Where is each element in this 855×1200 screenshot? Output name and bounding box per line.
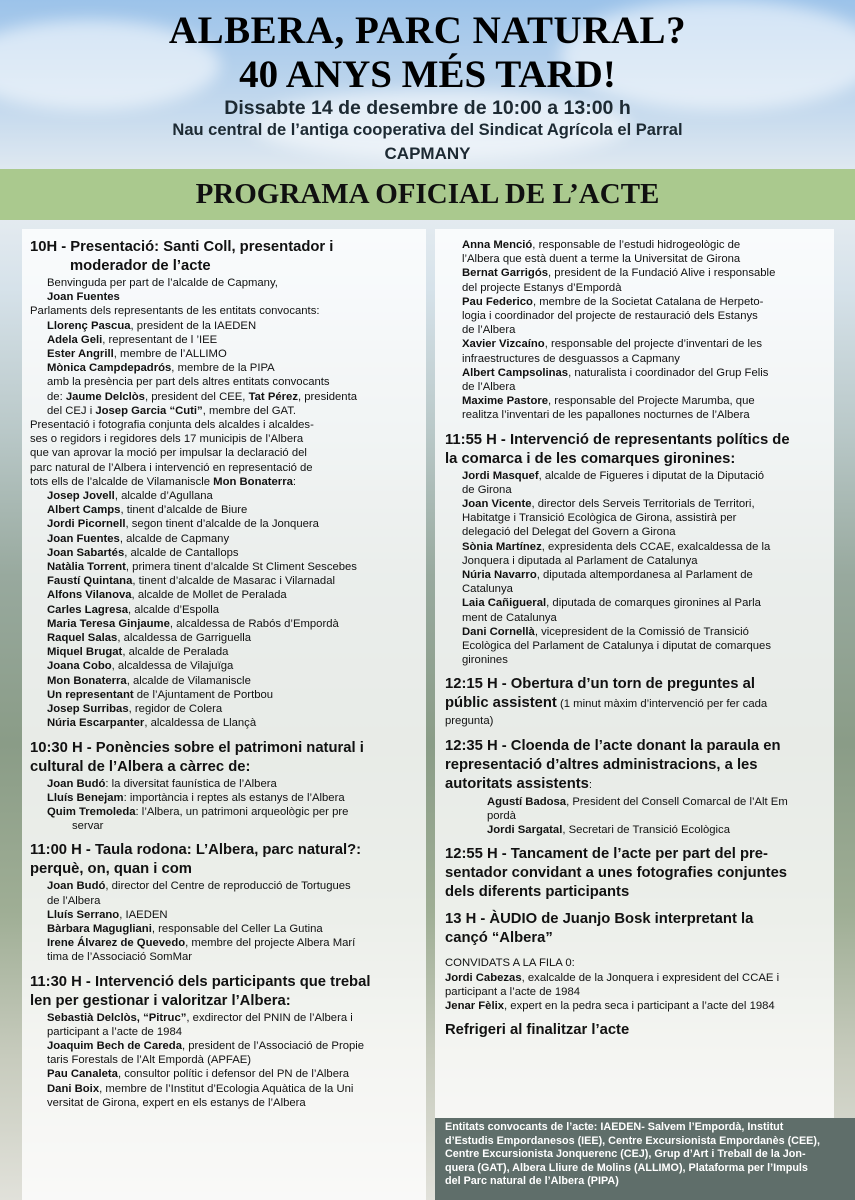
footer-line: quera (GAT), Albera Lliure de Molins (ALLIMO), Plataforma per l’Impuls [445, 1161, 808, 1174]
participant-entry [30, 1082, 422, 1096]
person-name: Jenar Fèlix [445, 999, 505, 1012]
heading-text: públic assistent [445, 695, 557, 712]
text: , expert en la pedra seca i participant a l’acte del 1984 [504, 999, 775, 1012]
right-column [445, 238, 831, 1040]
participant-entry [445, 469, 831, 483]
participant-entry [445, 596, 831, 610]
person-name: Joana Cobo [47, 660, 112, 673]
section-heading: 12:35 H - Cloenda de l’acte donant la paraula en [445, 737, 781, 754]
program-text: que van aprovar la moció per impulsar la declaració del [30, 447, 307, 460]
text: , president del CEE, [144, 390, 249, 403]
person-role: , alcaldessa de Vilajuïga [111, 660, 234, 673]
program-text [30, 390, 422, 404]
person-name: Maria Teresa Ginjaume [47, 617, 170, 630]
participant-entry [445, 266, 831, 280]
list-item [30, 645, 422, 659]
list-item [30, 702, 422, 716]
person-role: , representant de l ’IEE [102, 333, 218, 346]
heading-note: (1 minut màxim d’intervenció per fer cada [556, 698, 768, 711]
list-item [30, 603, 422, 617]
footer-line: Entitats convocants de l’acte: IAEDEN- Salvem l’Empordà, Institut [445, 1121, 784, 1133]
participant-entry: participant a l’acte de 1984 [47, 1025, 183, 1038]
person-role: , alcalde de Peralada [122, 646, 229, 659]
section-heading: la comarca i de les comarques gironines: [445, 450, 736, 467]
section-heading: 11:00 H - Taula rodona: L’Albera, parc natural?: [30, 842, 362, 859]
text: , exalcalde de la Jonquera i expresident del CCAE i [521, 971, 780, 984]
person-role: , tinent d’alcalde de Masarac i Vilarnadal [132, 575, 336, 588]
person-name: Albert Campsolinas [462, 366, 569, 379]
list-item [30, 674, 422, 688]
heading-note: : [588, 778, 593, 791]
participant-entry: de l’Albera [47, 894, 101, 907]
person-name: Mònica Campdepadrós [47, 362, 172, 375]
text: , president de l’Associació de Propie [181, 1039, 365, 1052]
person-name: Mon Bonaterra [213, 475, 293, 488]
text: , membre del GAT. [202, 404, 297, 417]
participant-entry: Habitatge i Transició Ecològica de Girona, assistirà per [462, 512, 737, 525]
participant-entry [445, 568, 831, 582]
text: , membre de la Societat Catalana de Herpeto- [532, 295, 764, 308]
participant-entry: delegació del Delegat del Govern a Girona [462, 526, 676, 539]
list-item [30, 546, 422, 560]
person-name: Jordi Cabezas [445, 971, 522, 984]
program-text: ses o regidors i regidores dels 17 municipis de l’Albera [30, 433, 304, 446]
participant-entry [445, 795, 831, 809]
person-role: , membre de la PIPA [171, 362, 275, 375]
list-item [30, 617, 422, 631]
section-heading: dels diferents participants [445, 884, 630, 901]
list-item [30, 319, 422, 333]
person-name: Agustí Badosa [487, 795, 567, 808]
text: , President del Consell Comarcal de l’Alt Em [566, 795, 788, 808]
left-column [30, 238, 422, 1110]
person-name: Miquel Brugat [47, 646, 123, 659]
text: , membre del projecte Albera Marí [185, 937, 356, 950]
welcome-line [30, 290, 422, 304]
person-role: , alcaldessa de Rabós d’Empordà [169, 617, 339, 630]
participant-entry [445, 366, 831, 380]
participant-entry [445, 497, 831, 511]
person-role: de l’Ajuntament de Portbou [133, 688, 274, 701]
text: , director del Centre de reproducció de Tortugues [105, 880, 351, 893]
person-name: Pau Federico [462, 295, 533, 308]
person-name: Raquel Salas [47, 632, 118, 645]
organizers-footer [435, 1118, 855, 1200]
text: , responsable del Projecte Marumba, que [548, 395, 755, 408]
person-role: , alcalde d’Agullana [114, 490, 213, 503]
person-name: Joan Sabartés [47, 546, 125, 559]
person-role: , president de la IAEDEN [130, 319, 257, 332]
text: , alcalde de Figueres i diputat de la Diputació [538, 469, 765, 482]
person-role: , alcalde de Mollet de Peralada [131, 589, 287, 602]
person-name: Alfons Vilanova [47, 589, 132, 602]
participant-entry [445, 823, 831, 837]
participant-entry [30, 1067, 422, 1081]
person-name: Joan Budó [47, 777, 106, 790]
section-heading: 13 H - ÀUDIO de Juanjo Bosk interpretant la [445, 911, 754, 928]
person-role: , alcaldessa de Garriguella [117, 632, 252, 645]
participant-entry: de l’Albera [462, 324, 516, 337]
list-item [30, 631, 422, 645]
program-banner: PROGRAMA OFICIAL DE L’ACTE [0, 169, 855, 220]
footer-line: d’Estudis Empordanesos (IEE), Centre Excursionista Empordanès (CEE), [445, 1134, 820, 1147]
participant-entry: del projecte Estanys d’Empordà [462, 281, 622, 294]
text: : [292, 475, 297, 488]
poster-title-line-1: ALBERA, PARC NATURAL? [168, 9, 687, 52]
program-text: pregunta) [445, 715, 494, 728]
person-role: , alcalde de Vilamaniscle [126, 674, 251, 687]
person-name: Adela Geli [47, 333, 103, 346]
section-heading [445, 694, 831, 714]
list-item [30, 517, 422, 531]
person-name: Núria Navarro [462, 569, 537, 582]
participant-entry [445, 238, 831, 252]
person-name: Carles Lagresa [47, 603, 129, 616]
text: , naturalista i coordinador del Grup Felis [568, 366, 769, 379]
participant-entry: taris Forestals de l’Alt Empordà (APFAE) [47, 1054, 252, 1067]
program-text: servar [72, 820, 104, 833]
person-name: Un representant [47, 688, 134, 701]
event-date: Dissabte 14 de desembre de 10:00 a 13:00 h [224, 97, 631, 119]
person-name: Natàlia Torrent [47, 561, 126, 574]
list-item [30, 791, 422, 805]
person-name: Joaquim Bech de Careda [47, 1039, 182, 1052]
program-text: parc natural de l’Albera i intervenció en representació de [30, 461, 313, 474]
section-heading: len per gestionar i valoritzar l’Albera: [30, 992, 291, 1009]
list-item [30, 805, 422, 819]
participant-entry [445, 394, 831, 408]
section-heading: cultural de l’Albera a càrrec de: [30, 758, 251, 775]
program-text: Presentació i fotografia conjunta dels alcaldes i alcaldes- [30, 419, 314, 432]
guests-label: CONVIDATS A LA FILA 0: [445, 957, 575, 970]
footer-line: Centre Excursionista Jonquerenc (CEJ), Grup d’Art i Treball de la Jon- [445, 1148, 806, 1161]
list-item [30, 503, 422, 517]
person-name: Llorenç Pascua [47, 319, 131, 332]
section-heading: moderador de l’acte [70, 258, 211, 274]
person-name: Josep Surribas [47, 703, 129, 716]
person-name: Quim Tremoleda [47, 805, 136, 818]
section-heading: cançó “Albera” [445, 930, 553, 947]
participant-entry: realitza l’inventari de les papallones nocturnes de l’Albera [462, 409, 750, 422]
text: , presidenta [297, 390, 358, 403]
participant-entry: logia i coordinador del projecte de restauració dels Estanys [462, 310, 758, 323]
person-name: Dani Cornellà [462, 625, 535, 638]
participant-entry [445, 295, 831, 309]
participant-entry [30, 922, 422, 936]
person-name: Maxime Pastore [462, 395, 549, 408]
participant-entry: pordà [487, 809, 516, 822]
person-name: Laia Cañigueral [462, 597, 547, 610]
list-item [30, 361, 422, 375]
footer-line: del Parc natural de l’Albera (PIPA) [445, 1175, 619, 1188]
text: , responsable de l’estudi hidrogeològic de [532, 239, 741, 251]
person-name: Dani Boix [47, 1082, 100, 1095]
person-role: , alcalde de Cantallops [124, 546, 239, 559]
program-text: Parlaments dels representants de les entitats convocants: [30, 305, 320, 318]
welcome-line: Benvinguda per part de l’alcalde de Capmany, [47, 277, 278, 289]
heading-text: autoritats assistents [445, 775, 589, 792]
person-role: , tinent d’alcalde de Biure [120, 504, 248, 517]
participant-entry [30, 1039, 422, 1053]
participant-entry [445, 337, 831, 351]
person-name: Joan Budó [47, 880, 106, 893]
list-item [30, 777, 422, 791]
person-name: Josep Jovell [47, 490, 115, 503]
person-name: Joan Fuentes [47, 291, 120, 304]
poster-title-line-2: 40 ANYS MÉS TARD! [239, 53, 616, 96]
person-name: Joan Fuentes [47, 532, 120, 545]
section-heading: 11:30 H - Intervenció dels participants que trebal [30, 973, 371, 990]
section-heading: 10:30 H - Ponències sobre el patrimoni natural i [30, 739, 364, 756]
person-name: Jordi Sargatal [487, 824, 563, 837]
person-role: : la diversitat faunística de l’Albera [105, 777, 277, 790]
person-role: , regidor de Colera [128, 703, 223, 716]
participant-entry: versitat de Girona, expert en els estanys de l’Albera [47, 1096, 306, 1109]
text: de: [47, 390, 66, 403]
text: , responsable del Celler La Gutina [151, 922, 323, 935]
person-role: , membre de l’ALLIMO [113, 348, 227, 361]
participant-entry: ment de Catalunya [462, 611, 557, 624]
participant-entry: tima de l’Associació SomMar [47, 951, 193, 964]
participant-entry [30, 879, 422, 893]
person-name: Albert Camps [47, 504, 121, 517]
list-item [30, 588, 422, 602]
list-item [30, 489, 422, 503]
text: , IAEDEN [119, 908, 168, 921]
section-heading: sentador convidant a unes fotografies conjuntes [445, 865, 788, 882]
person-name: Lluís Serrano [47, 908, 120, 921]
list-item [30, 333, 422, 347]
refreshment-note: Refrigeri al finalitzar l’acte [445, 1022, 630, 1039]
participant-entry [30, 936, 422, 950]
text: , expresidenta dels CCAE, exalcaldessa de la [541, 540, 771, 553]
participant-entry [30, 908, 422, 922]
text: , president de la Fundació Alive i responsable [548, 267, 776, 280]
person-role: : importància i reptes als estanys de l’Albera [123, 791, 345, 804]
person-name: Joan Vicente [462, 498, 532, 511]
section-heading: 12:15 H - Obertura d’un torn de preguntes al [445, 676, 755, 693]
person-name: Xavier Vizcaíno [462, 338, 545, 351]
person-name: Lluís Benejam [47, 791, 124, 804]
text: , diputada altempordanesa al Parlament de [536, 569, 753, 582]
participant-entry: gironines [462, 654, 508, 667]
person-name: Jordi Masquef [462, 469, 539, 482]
text: , consultor polític i defensor del PN de l’Albera [117, 1068, 350, 1081]
person-name: Sebastià Delclòs, “Pitruc” [47, 1011, 187, 1024]
participant-entry: de Girona [462, 483, 512, 496]
participant-entry: l’Albera que està duent a terme la Universitat de Girona [462, 253, 741, 266]
person-name: Faustí Quintana [47, 575, 133, 588]
person-role: , alcaldessa de Llançà [144, 717, 257, 730]
person-name: Núria Escarpanter [47, 717, 145, 730]
section-heading: representació d’altres administracions, a les [445, 756, 758, 773]
list-item [30, 716, 422, 730]
person-name: Sònia Martínez [462, 540, 542, 553]
person-name: Bernat Garrigós [462, 267, 549, 280]
program-text [30, 404, 422, 418]
participant-entry: Jonquera i diputada al Parlament de Catalunya [462, 554, 698, 567]
section-heading: 11:55 H - Intervenció de representants polítics de [445, 431, 790, 448]
person-name: Irene Álvarez de Quevedo [47, 937, 186, 950]
list-item [30, 532, 422, 546]
text: , membre de l’Institut d’Ecologia Aquàtica de la Uni [99, 1082, 354, 1095]
participant-entry: Catalunya [462, 583, 513, 596]
participant-entry [445, 971, 831, 985]
participant-entry: Ecològica del Parlament de Catalunya i diputat de comarques [462, 640, 771, 653]
section-heading [445, 775, 831, 795]
list-item [30, 347, 422, 361]
person-role: , alcalde de Capmany [119, 532, 230, 545]
text: del CEJ i [47, 404, 96, 417]
person-name: Tat Pérez [248, 390, 298, 403]
person-role: , primera tinent d’alcalde St Climent Sescebes [125, 561, 357, 574]
person-role: , alcalde d’Espolla [128, 603, 220, 616]
mayors-list [30, 489, 422, 730]
participant-entry [445, 625, 831, 639]
text: tots ells de l’alcalde de Vilamaniscle [30, 475, 214, 488]
speakers-list [30, 319, 422, 376]
program-text [30, 475, 422, 489]
event-venue: Nau central de l’antiga cooperativa del Sindicat Agrícola el Parral [172, 121, 683, 139]
participant-entry [445, 540, 831, 554]
text: , Secretari de Transició Ecològica [562, 824, 730, 837]
person-name: Jaume Delclòs [65, 390, 145, 403]
person-name: Bàrbara Magugliani [47, 922, 152, 935]
event-town: CAPMANY [384, 144, 471, 163]
list-item [30, 659, 422, 673]
list-item [30, 574, 422, 588]
person-role: , segon tinent d’alcalde de la Jonquera [125, 518, 319, 531]
section-heading: 10H - Presentació: Santi Coll, presentador i [30, 239, 334, 255]
person-name: Josep Garcia “Cuti” [95, 404, 203, 417]
list-item [30, 560, 422, 574]
section-heading: 12:55 H - Tancament de l’acte per part del pre- [445, 846, 768, 863]
text: , diputada de comarques gironines al Parla [546, 597, 761, 610]
person-role: : l’Albera, un patrimoni arqueològic per pre [135, 805, 349, 818]
participant-entry: infraestructures de desguassos a Capmany [462, 352, 680, 365]
person-name: Anna Menció [462, 239, 533, 251]
participant-entry: participant a l’acte de 1984 [445, 985, 581, 998]
person-name: Pau Canaleta [47, 1068, 118, 1081]
person-name: Jordi Picornell [47, 518, 126, 531]
program-text: amb la presència per part dels altres entitats convocants [47, 376, 330, 389]
participant-entry [445, 999, 831, 1013]
participant-entry: de l’Albera [462, 381, 516, 394]
text: , responsable del projecte d’inventari de les [544, 338, 762, 351]
person-name: Ester Angrill [47, 348, 114, 361]
text: , director dels Serveis Territorials de Territori, [531, 498, 755, 511]
person-name: Mon Bonaterra [47, 674, 127, 687]
list-item [30, 688, 422, 702]
talks-list [30, 777, 422, 820]
participant-entry [30, 1011, 422, 1025]
section-heading: perquè, on, quan i com [30, 861, 192, 878]
text: , vicepresident de la Comissió de Transició [534, 625, 749, 638]
text: , exdirector del PNIN de l’Albera i [186, 1011, 353, 1024]
